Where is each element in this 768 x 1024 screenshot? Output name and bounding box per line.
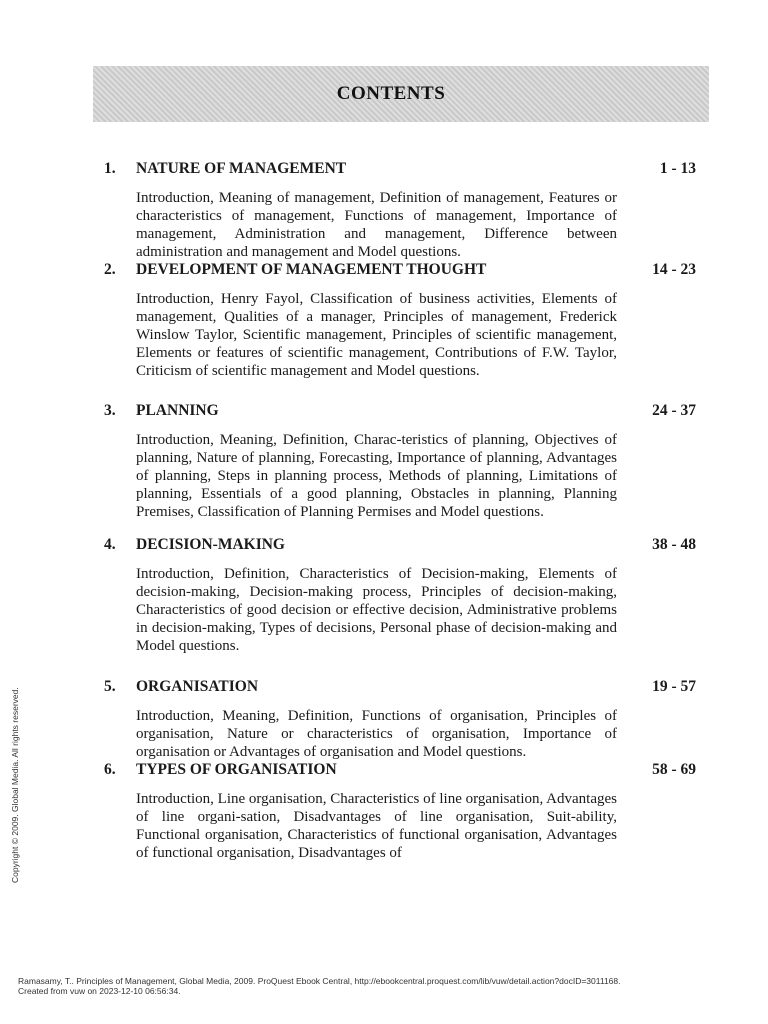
chapter-description: Introduction, Meaning of management, Definition of management, Features or characteristics of management, Functions of management, Importance of management, Administration and management, Difference between administration and management and Model questions. bbox=[136, 190, 617, 260]
chapter-page-range: 58 - 69 bbox=[652, 761, 696, 778]
chapter-entry-2 bbox=[104, 261, 714, 380]
chapter-heading bbox=[104, 678, 714, 700]
chapter-heading bbox=[104, 402, 714, 424]
chapter-title: NATURE OF MANAGEMENT bbox=[136, 160, 347, 177]
chapter-description: Introduction, Line organisation, Characteristics of line organisation, Advantages of line organi-sation, Disadvantages of line organisation, Suit-ability, Functional organisation, Characteristics of functional organisation, Advantages of functional organisation, Disadvantages of bbox=[136, 791, 617, 861]
chapter-heading bbox=[104, 761, 714, 783]
chapter-heading bbox=[104, 536, 714, 558]
chapter-page-range: 24 - 37 bbox=[652, 402, 696, 419]
chapter-number: 4. bbox=[104, 536, 116, 553]
citation-text: Ramasamy, T.. Principles of Management, Global Media, 2009. ProQuest Ebook Central, http://ebookcentral.proquest.com/lib/vuw/detail.action?docID=3011168. bbox=[18, 976, 621, 986]
chapter-description: Introduction, Henry Fayol, Classification of business activities, Elements of management, Qualities of a manager, Principles of management, Frederick Winslow Taylor, Scientific management, Principles of scientific management, Elements or features of scientific management, Contributions of F.W. Taylor, Criticism of scientific management and Model questions. bbox=[136, 291, 617, 379]
chapter-number: 1. bbox=[104, 160, 116, 177]
chapter-heading bbox=[104, 261, 714, 283]
chapter-title: ORGANISATION bbox=[136, 678, 259, 695]
chapter-description: Introduction, Definition, Characteristics of Decision-making, Elements of decision-making, Decision-making process, Principles of decision-making, Characteristics of good decision or effective decision, Administrative problems in decision-making, Types of decisions, Personal phase of decision-making and Model questions. bbox=[136, 566, 617, 654]
chapter-page-range: 19 - 57 bbox=[652, 678, 696, 695]
chapter-entry-1 bbox=[104, 160, 714, 261]
contents-banner bbox=[93, 66, 709, 122]
page-title: CONTENTS bbox=[336, 83, 446, 104]
chapter-description: Introduction, Meaning, Definition, Functions of organisation, Principles of organisation, Nature or characteristics of organisation, Importance of organisation or Advantages of organisation and Model questions. bbox=[136, 708, 617, 760]
chapter-title: DECISION-MAKING bbox=[136, 536, 285, 553]
chapter-page-range: 38 - 48 bbox=[652, 536, 696, 553]
created-timestamp: Created from vuw on 2023-12-10 06:56:34. bbox=[18, 986, 181, 996]
chapter-title: DEVELOPMENT OF MANAGEMENT THOUGHT bbox=[136, 261, 487, 278]
citation-footer bbox=[18, 976, 758, 996]
chapter-page-range: 14 - 23 bbox=[652, 261, 696, 278]
chapter-number: 3. bbox=[104, 402, 116, 419]
chapter-heading bbox=[104, 160, 714, 182]
chapter-title: PLANNING bbox=[136, 402, 219, 419]
chapter-number: 5. bbox=[104, 678, 116, 695]
chapter-page-range: 1 - 13 bbox=[659, 160, 696, 177]
copyright-notice: Copyright © 2009. Global Media. All rights reserved. bbox=[10, 687, 20, 883]
chapter-number: 6. bbox=[104, 761, 116, 778]
chapter-entry-6 bbox=[104, 761, 714, 862]
chapter-entry-5 bbox=[104, 678, 714, 761]
chapter-number: 2. bbox=[104, 261, 116, 278]
chapter-entry-4 bbox=[104, 536, 714, 655]
chapter-title: TYPES OF ORGANISATION bbox=[136, 761, 337, 778]
chapter-entry-3 bbox=[104, 402, 714, 521]
chapter-description: Introduction, Meaning, Definition, Charac-teristics of planning, Objectives of planning, Nature of planning, Forecasting, Importance of planning, Advantages of planning, Steps in planning process, Methods of planning, Limitations of planning, Essentials of a good planning, Obstacles in planning, Planning Premises, Classification of Planning Permises and Model questions. bbox=[136, 432, 617, 520]
